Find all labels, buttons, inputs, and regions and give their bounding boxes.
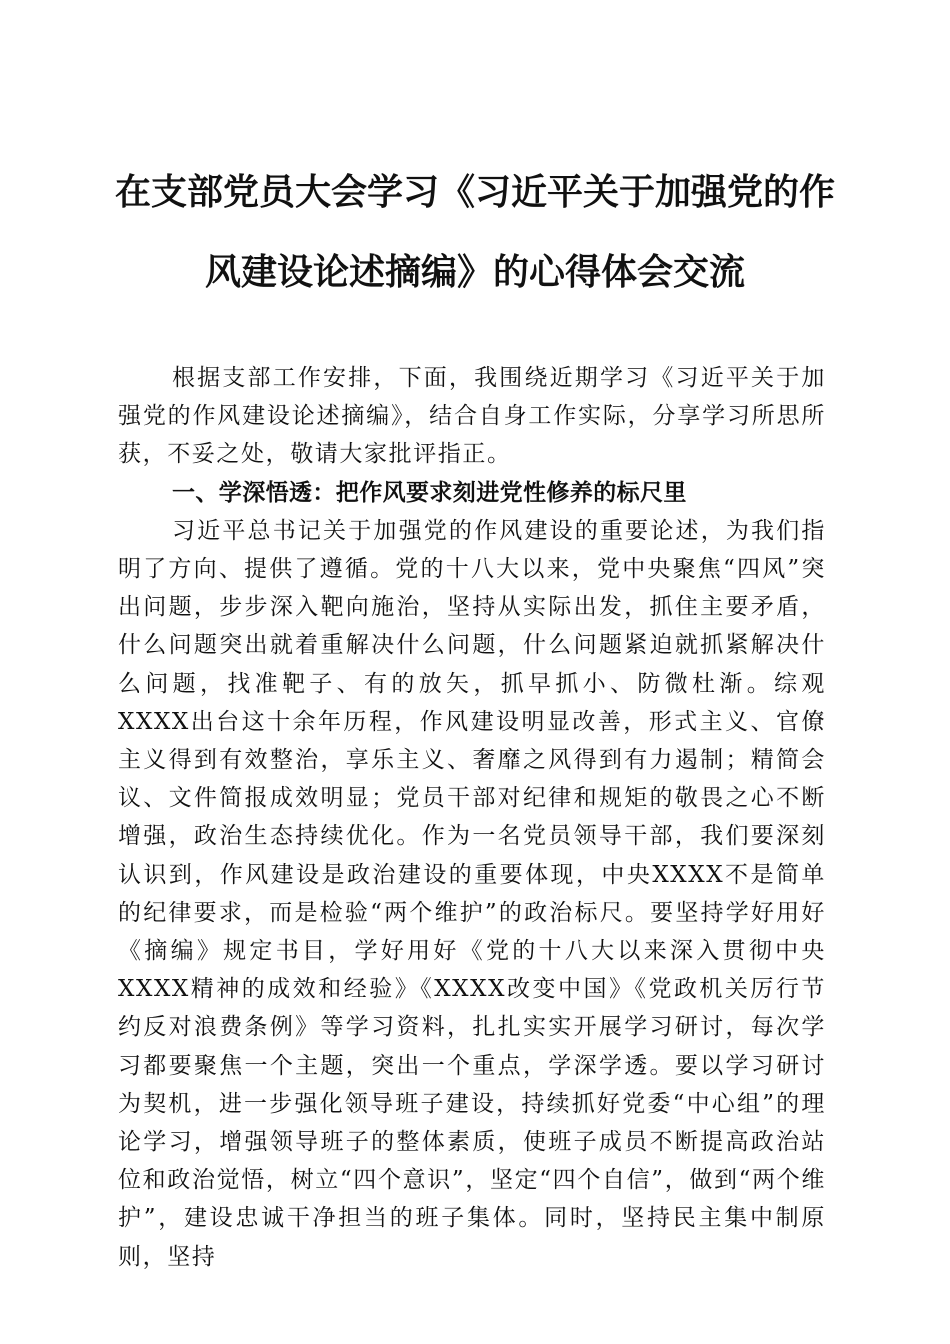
section-1-paragraph: 习近平总书记关于加强党的作风建设的重要论述，为我们指明了方向、提供了遵循。党的十八大以来，党中央聚焦“四风”突出问题，步步深入靶向施治，坚持从实际出发，抓住主要矛盾，什么问题突出就着重解决什么问题，什么问题紧迫就抓紧解决什么问题，找准靶子、有的放矢，抓早抓小、防微杜渐。综观XXXX出台这十余年历程，作风建设明显改善，形式主义、官僚主义得到有效整治，享乐主义、奢靡之风得到有力遏制；精简会议、文件简报成效明显；党员干部对纪律和规矩的敬畏之心不断增强，政治生态持续优化。作为一名党员领导干部，我们要深刻认识到，作风建设是政治建设的重要体现，中央XXXX不是简单的纪律要求，而是检验“两个维护”的政治标尺。要坚持学好用好《摘编》规定书目，学好用好《党的十八大以来深入贯彻中央XXXX精神的成效和经验》《XXXX改变中国》《党政机关厉行节约反对浪费条例》等学习资料，扎扎实实开展学习研讨，每次学习都要聚焦一个主题，突出一个重点，学深学透。要以学习研讨为契机，进一步强化领导班子建设，持续抓好党委“中心组”的理论学习，增强领导班子的整体素质，使班子成员不断提高政治站位和政治觉悟，树立“四个意识”，坚定“四个自信”，做到“两个维护”，建设忠诚干净担当的班子集体。同时，坚持民主集中制原则，坚持	[118, 517, 826, 1270]
title-line-1: 在支部党员大会学习《习近平关于加强党的作	[114, 171, 835, 213]
section-1-heading: 一、学深悟透：把作风要求刻进党性修养的标尺里	[172, 479, 687, 506]
intro-paragraph: 根据支部工作安排，下面，我围绕近期学习《习近平关于加强党的作风建设论述摘编》，结合自身工作实际，分享学习所思所获，不妥之处，敬请大家批评指正。	[118, 365, 826, 468]
title-line-2: 风建设论述摘编》的心得体会交流	[204, 251, 745, 293]
document-title	[100, 152, 850, 312]
document-body	[118, 359, 826, 1276]
